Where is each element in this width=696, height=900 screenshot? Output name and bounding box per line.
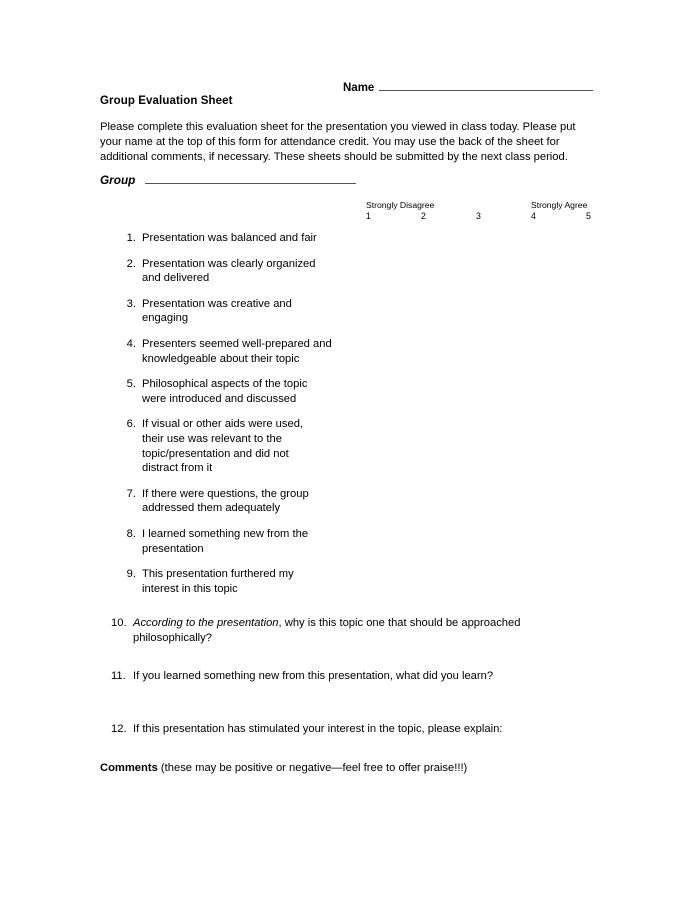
question-text: Presentation was balanced and fair <box>142 232 317 244</box>
question-number: 3. <box>126 297 136 310</box>
question-number: 4. <box>126 337 136 350</box>
comments-note: (these may be positive or negative—feel free to offer praise!!!) <box>157 762 468 774</box>
intro-paragraph: Please complete this evaluation sheet for the presentation you viewed in class today. Please put your name at the top of this form for attendance credit. You may use the back of the sheet for additional comments, if necessary. These sheets should be submitted by the next class period. <box>100 121 576 164</box>
question-item-3 <box>100 297 594 326</box>
group-field-row <box>100 172 356 187</box>
comments-section <box>100 761 467 776</box>
question-item-12 <box>100 722 594 737</box>
question-number: 5. <box>126 378 136 391</box>
question-number: 9. <box>126 568 136 581</box>
question-number: 12. <box>111 723 127 736</box>
name-input-rule[interactable] <box>379 79 593 91</box>
question-item-8 <box>100 527 594 556</box>
question-text: Presenters seemed well-prepared and knowledgeable about their topic <box>142 337 332 365</box>
page-title: Group Evaluation Sheet <box>100 95 233 107</box>
question-number: 11. <box>111 670 126 683</box>
group-label: Group <box>100 173 136 187</box>
scale-number-4[interactable]: 4 <box>531 211 536 221</box>
name-label: Name <box>343 82 375 94</box>
question-number: 1. <box>126 232 136 244</box>
question-item-7 <box>100 487 594 516</box>
question-text: Philosophical aspects of the topic were introduced and discussed <box>142 378 308 405</box>
question-italic-lead: According to the presentation <box>133 617 279 630</box>
question-item-5 <box>100 377 594 406</box>
scale-number-3[interactable]: 3 <box>476 211 481 221</box>
question-text: Presentation was creative and engaging <box>142 297 292 325</box>
question-text: If you learned something new from this presentation, what did you learn? <box>133 670 494 683</box>
question-text <box>133 616 537 645</box>
question-text: If there were questions, the group addressed them adequately <box>142 487 309 515</box>
question-item-1 <box>100 231 594 246</box>
question-number: 2. <box>126 257 136 270</box>
question-number: 8. <box>126 527 136 540</box>
question-list <box>100 231 594 737</box>
scale-number-5[interactable]: 5 <box>586 211 591 221</box>
question-item-6 <box>100 417 594 475</box>
question-item-9 <box>100 567 594 596</box>
question-number: 7. <box>126 487 136 500</box>
question-number: 6. <box>126 418 136 431</box>
question-item-2 <box>100 257 594 286</box>
scale-label-strongly-agree: Strongly Agree <box>531 200 588 210</box>
name-field-row <box>343 79 593 94</box>
scale-number-1[interactable]: 1 <box>366 211 371 221</box>
comments-label: Comments <box>100 762 158 774</box>
question-item-11 <box>100 669 594 684</box>
question-item-10 <box>100 616 594 645</box>
question-text: If this presentation has stimulated your interest in the topic, please explain: <box>133 723 503 736</box>
rating-scale-header <box>366 200 598 224</box>
scale-number-2[interactable]: 2 <box>421 211 426 221</box>
question-text: If visual or other aids were used, their use was relevant to the topic/presentation and did not distract from it <box>142 418 304 475</box>
question-number: 10. <box>111 617 127 630</box>
question-text-rest: , why is this topic one that should be approached philosophically? <box>133 617 521 644</box>
question-text: Presentation was clearly organized and delivered <box>142 257 316 285</box>
question-text: This presentation furthered my interest in this topic <box>142 568 294 595</box>
question-item-4 <box>100 337 594 366</box>
group-input-rule[interactable] <box>145 172 356 184</box>
question-text: I learned something new from the presentation <box>142 527 309 555</box>
scale-label-strongly-disagree: Strongly Disagree <box>366 200 435 210</box>
